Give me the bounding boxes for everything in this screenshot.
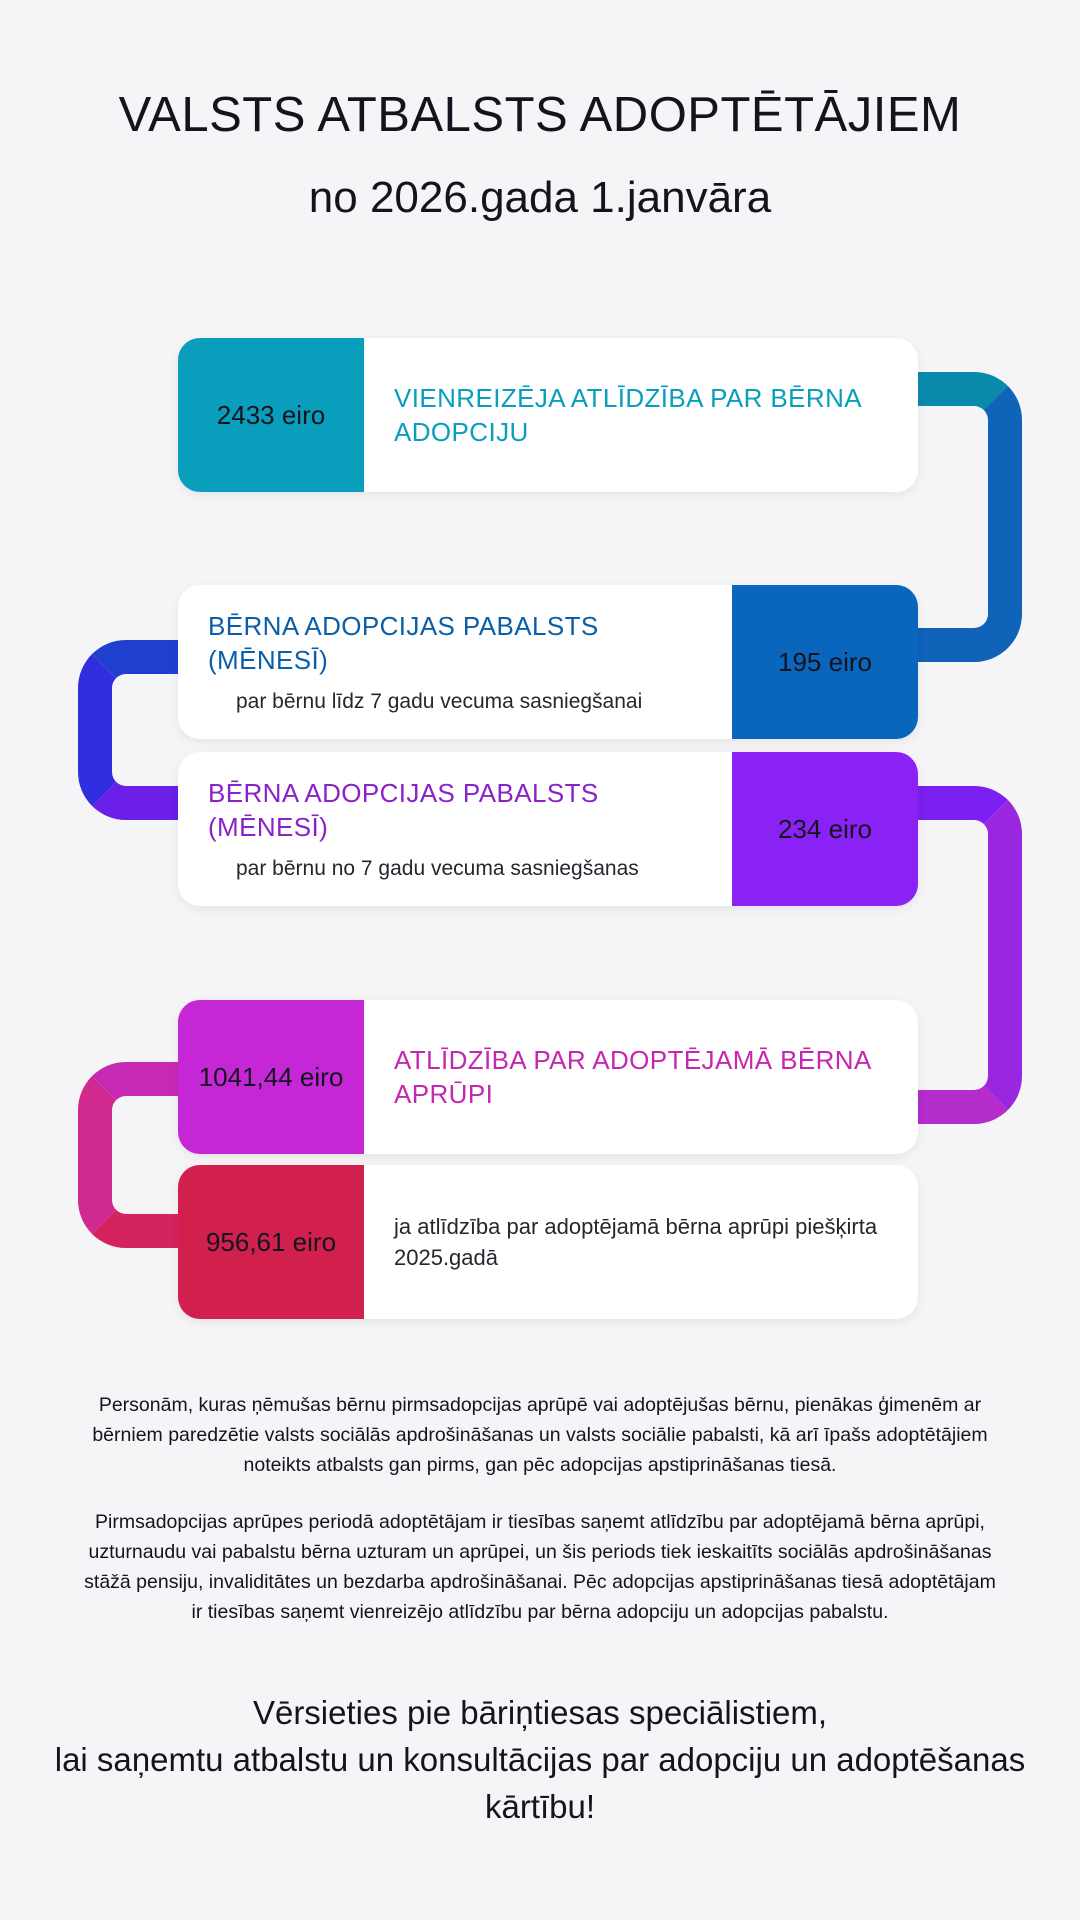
benefit-card-care-compensation-2025 [178,1165,918,1319]
benefit-body [364,1000,918,1154]
benefit-amount: 1041,44 eiro [178,1000,364,1154]
benefit-card-adoption-benefit-over7 [178,752,918,906]
benefit-body [178,585,732,739]
benefit-card-care-compensation [178,1000,918,1154]
title-block [0,88,1080,222]
callout-message: Vērsieties pie bāriņtiesas speciālistiem, lai saņemtu atbalstu un konsultācijas par adopciju un adoptēšanas kārtību! [54,1694,1026,1825]
benefit-note: ja atlīdzība par adoptējamā bērna aprūpi piešķirta 2025.gadā [394,1213,878,1270]
benefit-amount: 956,61 eiro [178,1165,364,1319]
benefit-card-adoption-benefit-under7 [178,585,918,739]
page-subtitle: no 2026.gada 1.janvāra [308,172,772,222]
page-title: VALSTS ATBALSTS ADOPTĒTĀJIEM [118,88,962,142]
benefit-title: BĒRNA ADOPCIJAS PABALSTS (MĒNESĪ) [208,778,599,843]
explanatory-text [78,1390,1002,1628]
benefit-title: VIENREIZĒJA ATLĪDZĪBA PAR BĒRNA ADOPCIJU [394,382,861,447]
benefit-card-onetime-adoption-allowance [178,338,918,492]
benefit-note: par bērnu līdz 7 gadu vecuma sasniegšanai [236,689,643,713]
benefit-body [178,752,732,906]
paragraph-1: Personām, kuras ņēmušas bērnu pirmsadopcijas aprūpē vai adoptējušas bērnu, pienākas ģimenēm ar bērniem paredzētie valsts sociālās apdrošināšanas un valsts sociālie pabalsti, kā arī īpašs adoptētājiem noteikts atbalsts gan pirms, gan pēc adopcijas apstiprināšanas tiesā. [92,1394,988,1477]
benefit-body [364,1165,918,1319]
benefit-amount: 234 eiro [732,752,918,906]
benefit-title: BĒRNA ADOPCIJAS PABALSTS (MĒNESĪ) [208,611,599,676]
benefit-amount: 195 eiro [732,585,918,739]
benefit-title: ATLĪDZĪBA PAR ADOPTĒJAMĀ BĒRNA APRŪPI [394,1044,871,1109]
paragraph-2: Pirmsadopcijas aprūpes periodā adoptētājam ir tiesības saņemt atlīdzību par adoptējamā bērna aprūpi, uzturnaudu vai pabalstu bērna uzturam un aprūpei, un šis periods tiek ieskaitīts sociālās apdrošināšanas stāžā pensiju, invaliditātes un bezdarba apdrošināšanai. Pēc adopcijas apstiprināšanas tiesā adoptētājam ir tiesības saņemt vienreizējo atlīdzību par bērna adopciju un adopcijas pabalstu. [84,1510,996,1624]
benefit-body [364,338,918,492]
benefit-amount: 2433 eiro [178,338,364,492]
benefit-note: par bērnu no 7 gadu vecuma sasniegšanas [236,856,639,880]
